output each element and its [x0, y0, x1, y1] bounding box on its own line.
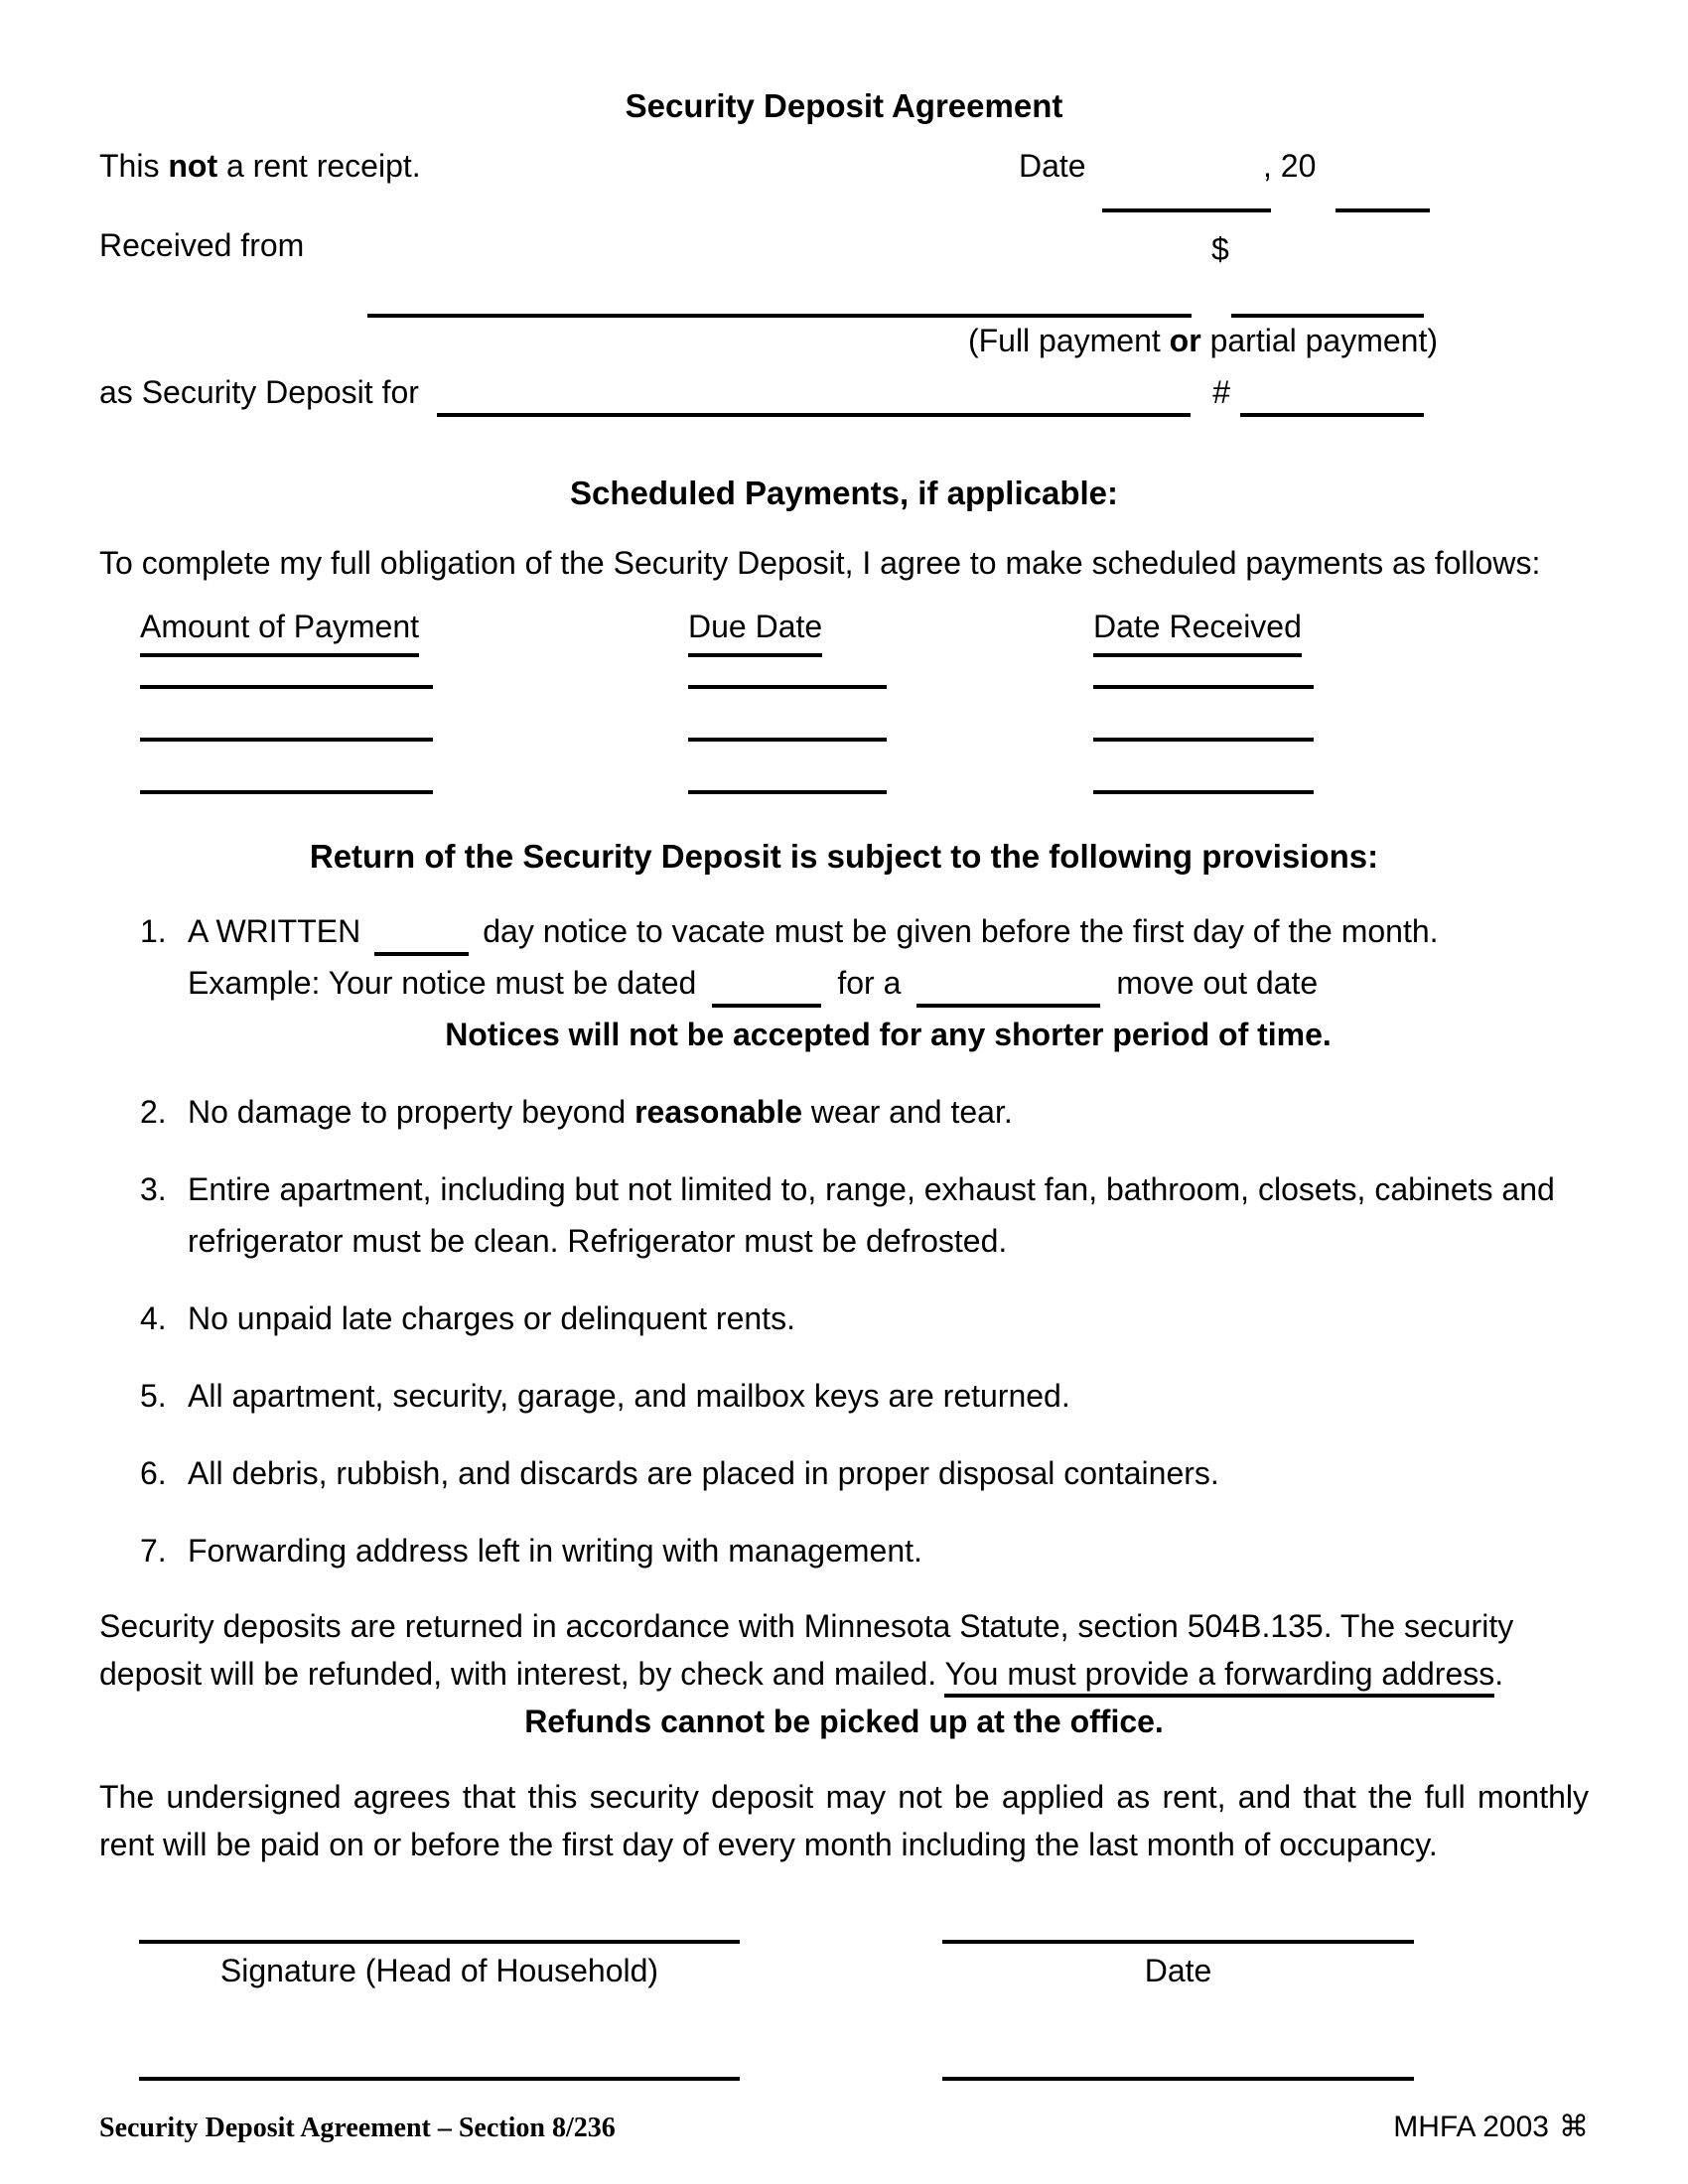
- item-text: [188, 1370, 1589, 1422]
- move-out-date-text: move out date: [1116, 965, 1319, 1001]
- provision-item-3: [99, 1163, 1589, 1267]
- signature-label: Signature (Head of Household): [219, 1953, 659, 1988]
- provision-item-4: [99, 1293, 1589, 1344]
- deposit-for-blank[interactable]: [437, 412, 1191, 417]
- date-received-blank-2[interactable]: [1093, 738, 1314, 742]
- column-header-date-received: Date Received: [1093, 604, 1302, 657]
- statute-underlined-text: You must provide a forwarding address: [944, 1656, 1494, 1698]
- item-number: 6.: [140, 1455, 167, 1491]
- due-date-blank-1[interactable]: [688, 685, 887, 689]
- provision-item-6: [99, 1447, 1589, 1499]
- mhfa-logo-icon: ⌘: [1559, 2111, 1589, 2143]
- undersigned-paragraph: The undersigned agrees that this security deposit may not be applied as rent, and that the full monthly rent will be paid on or before the first day of every month including the last month of occupancy.: [99, 1779, 1589, 1862]
- example-dated-text: Example: Your notice must be dated: [188, 965, 697, 1001]
- item-number: 3.: [140, 1171, 167, 1207]
- item-text: [188, 1163, 1589, 1267]
- column-header-amount: Amount of Payment: [140, 604, 419, 657]
- full-payment-bold: or: [1169, 323, 1201, 358]
- written-notice-pre: A WRITTEN: [188, 913, 361, 949]
- scheduled-payments-intro: To complete my full obligation of the Security Deposit, I agree to make scheduled payments as follows:: [99, 545, 1541, 581]
- scheduled-row-1: [99, 685, 1589, 689]
- date-label: Date: [1019, 148, 1086, 184]
- not-a-rent-receipt-text: [99, 148, 421, 184]
- received-from-blank[interactable]: [367, 314, 1192, 318]
- scheduled-table-headers: [99, 604, 1589, 659]
- unit-number-blank[interactable]: [1240, 412, 1424, 417]
- full-payment-post: partial payment): [1200, 323, 1438, 358]
- signature-line-2[interactable]: [139, 2077, 740, 2081]
- amount-blank-1[interactable]: [140, 685, 433, 689]
- full-payment-pre: (Full payment: [967, 323, 1170, 358]
- signature-line[interactable]: [139, 1940, 740, 1944]
- item-text: [188, 1086, 1589, 1138]
- item-text: [188, 1447, 1589, 1499]
- date-received-blank-1[interactable]: [1093, 685, 1314, 689]
- item-text: [188, 1293, 1589, 1344]
- item-text-pre: Entire apartment, including but not limited to, range, exhaust fan, bathroom, closets, cabinets and refrigerator must be clean. Refrigerator must be defrosted.: [188, 1171, 1555, 1259]
- item-text-post: wear and tear.: [802, 1094, 1013, 1130]
- signature-labels-row: [99, 1948, 1589, 1993]
- deposit-for-label: as Security Deposit for: [99, 374, 419, 410]
- not-receipt-bold: not: [168, 148, 218, 184]
- date-blank-row: [99, 208, 1589, 212]
- item-text-pre: All debris, rubbish, and discards are placed in proper disposal containers.: [188, 1455, 1219, 1491]
- scheduled-payments-heading: Scheduled Payments, if applicable:: [570, 475, 1118, 511]
- item-number: 2.: [140, 1094, 167, 1130]
- footer-agency-text: [1393, 2105, 1589, 2150]
- item-number: 4.: [140, 1300, 167, 1336]
- item-text: [188, 1525, 1589, 1576]
- year-prefix-label: , 20: [1263, 148, 1317, 184]
- item-text-pre: All apartment, security, garage, and mailbox keys are returned.: [188, 1378, 1070, 1414]
- notices-warning-text: Notices will not be accepted for any shorter period of time.: [445, 1017, 1332, 1052]
- date-received-blank-3[interactable]: [1093, 790, 1314, 794]
- page-title: Security Deposit Agreement: [625, 87, 1063, 124]
- item-number: 1.: [140, 913, 167, 949]
- dated-blank[interactable]: [712, 1003, 821, 1008]
- statute-paragraph: [99, 1602, 1589, 1698]
- amount-blank[interactable]: [1231, 314, 1424, 318]
- signature-date-line-2[interactable]: [942, 2077, 1414, 2081]
- receipt-date-row: [99, 143, 1589, 189]
- full-payment-note: [99, 318, 1589, 363]
- not-receipt-pre: This: [99, 148, 169, 184]
- name-amount-line-row: [99, 314, 1589, 318]
- signature-line-row-2: [99, 2077, 1589, 2081]
- signature-line-row-1: [99, 1940, 1589, 1944]
- item-text-pre: Forwarding address left in writing with management.: [188, 1533, 922, 1569]
- item-number: 7.: [140, 1533, 167, 1569]
- due-date-blank-2[interactable]: [688, 738, 887, 742]
- received-from-label: Received from: [99, 227, 305, 263]
- number-sign: #: [1212, 374, 1230, 410]
- for-a-text: for a: [837, 965, 902, 1001]
- item-text-pre: No damage to property beyond: [188, 1094, 635, 1130]
- provision-item-2: [99, 1086, 1589, 1138]
- footer-document-title: Security Deposit Agreement – Section 8/236: [99, 2113, 616, 2143]
- item-text-pre: No unpaid late charges or delinquent rents.: [188, 1300, 795, 1336]
- amount-blank-2[interactable]: [140, 738, 433, 742]
- page-footer: [99, 2105, 1589, 2151]
- security-deposit-for-row: [99, 369, 1589, 415]
- statute-period: .: [1494, 1656, 1504, 1692]
- provisions-heading: Return of the Security Deposit is subject to the following provisions:: [309, 838, 1379, 875]
- signature-date-line[interactable]: [942, 1940, 1414, 1944]
- statute-text: Security deposits are returned in accordance with Minnesota Statute, section 504B.135. The security deposit will be refunded, with interest, by check and mailed.: [99, 1608, 1514, 1692]
- amount-blank-3[interactable]: [140, 790, 433, 794]
- notice-days-blank[interactable]: [374, 951, 469, 956]
- date-blank[interactable]: [1102, 208, 1271, 212]
- scheduled-row-3: [99, 790, 1589, 794]
- item-text: [188, 905, 1589, 1060]
- mhfa-year-text: MHFA 2003: [1393, 2111, 1549, 2143]
- year-blank[interactable]: [1336, 208, 1430, 212]
- refunds-warning-text: Refunds cannot be picked up at the office.: [524, 1704, 1164, 1739]
- written-notice-post: day notice to vacate must be given before the first day of the month.: [483, 913, 1439, 949]
- scheduled-row-2: [99, 738, 1589, 742]
- item-text-bold: reasonable: [634, 1094, 803, 1130]
- dollar-sign: $: [1211, 231, 1229, 267]
- due-date-blank-3[interactable]: [688, 790, 887, 794]
- provision-item-5: [99, 1370, 1589, 1422]
- move-out-blank[interactable]: [916, 1003, 1100, 1008]
- item-number: 5.: [140, 1378, 167, 1414]
- not-receipt-post: a rent receipt.: [217, 148, 421, 184]
- provision-item-1: [99, 905, 1589, 1060]
- signature-date-label: Date: [1144, 1953, 1212, 1988]
- column-header-due-date: Due Date: [688, 604, 822, 657]
- provision-item-7: [99, 1525, 1589, 1576]
- received-from-row: [99, 222, 1589, 268]
